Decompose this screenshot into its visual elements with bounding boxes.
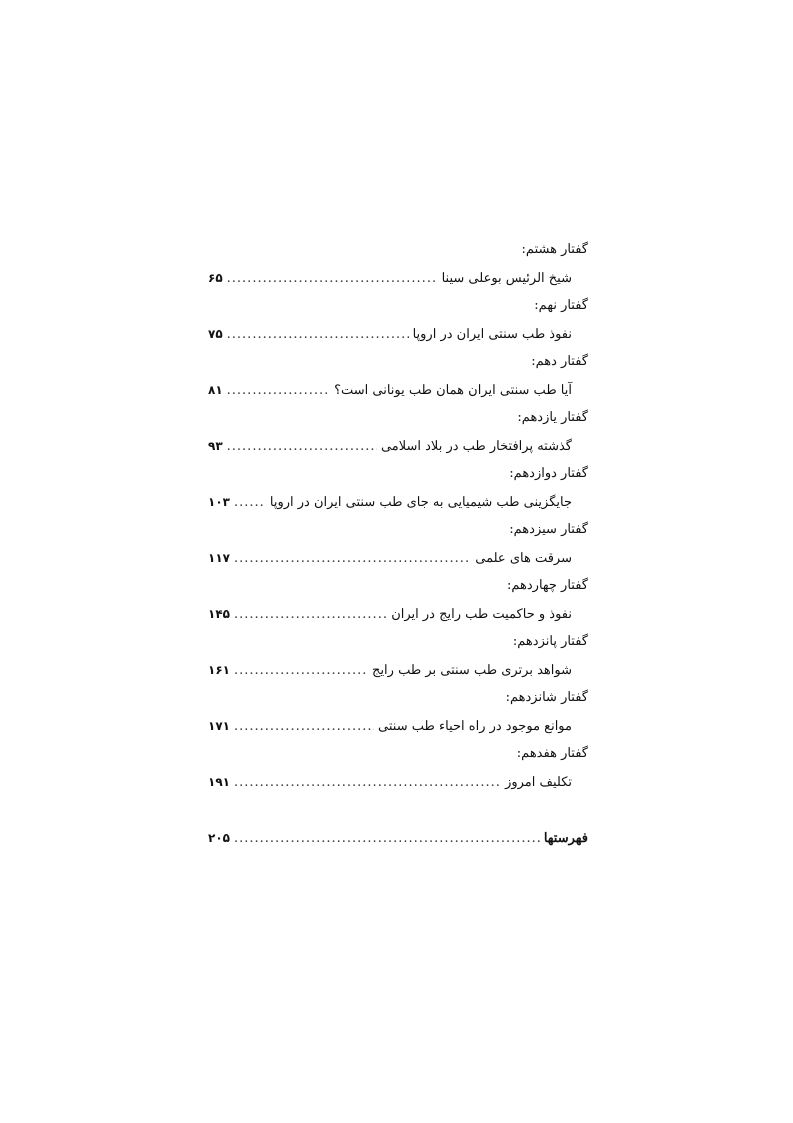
page-number: ۱۴۵	[208, 607, 230, 621]
toc-entry-appendix	[208, 824, 588, 852]
toc-entry	[208, 768, 588, 796]
chapter-heading: گفتار سیزدهم:	[509, 522, 588, 537]
chapter-heading: گفتار پانزدهم:	[512, 634, 588, 649]
dot-leader	[227, 321, 409, 349]
entry-title: نفوذ طب سنتی ایران در اروپا	[412, 327, 572, 342]
dot-leader	[234, 657, 368, 685]
toc-entry	[208, 432, 588, 460]
toc-entry	[208, 488, 588, 516]
page-number: ۹۳	[208, 439, 223, 453]
chapter-heading: گفتار نهم:	[534, 298, 588, 313]
entry-title: آیا طب سنتی ایران همان طب یونانی است؟	[334, 383, 572, 398]
entry-title: نفوذ و حاکمیت طب رایج در ایران	[391, 607, 572, 622]
entry-title: تکلیف امروز	[505, 775, 572, 790]
chapter-heading: گفتار یازدهم:	[517, 410, 588, 425]
chapter-heading: گفتار هشتم:	[521, 242, 588, 257]
page-number: ۲۰۵	[208, 831, 230, 845]
toc-entry	[208, 376, 588, 404]
entry-title: جایگزینی طب شیمیایی به جای طب سنتی ایران در اروپا	[269, 495, 572, 510]
chapter-heading: گفتار چهاردهم:	[506, 578, 588, 593]
page-number: ۷۵	[208, 327, 223, 341]
toc-entry	[208, 544, 588, 572]
dot-leader	[227, 433, 377, 461]
chapter-heading: گفتار دهم:	[531, 354, 588, 369]
dot-leader	[234, 769, 501, 797]
dot-leader	[234, 825, 540, 853]
section-spacer	[208, 796, 588, 824]
entry-title: سرقت های علمی	[475, 551, 572, 566]
page-number: ۸۱	[208, 383, 223, 397]
toc-entry	[208, 600, 588, 628]
entry-title: شیخ الرئیس بوعلی سینا	[441, 271, 572, 286]
dot-leader	[234, 713, 374, 741]
toc-entry	[208, 712, 588, 740]
toc-entry	[208, 656, 588, 684]
dot-leader	[234, 601, 387, 629]
page-number: ۱۹۱	[208, 775, 230, 789]
entry-title: موانع موجود در راه احیاء طب سنتی	[378, 719, 572, 734]
entry-title: فهرستها	[543, 831, 588, 846]
chapter-heading: گفتار هفدهم:	[516, 746, 588, 761]
dot-leader	[227, 377, 330, 405]
page-number: ۱۱۷	[208, 551, 230, 565]
page-number: ۱۰۳	[208, 495, 230, 509]
table-of-contents	[208, 236, 588, 852]
entry-title: گذشته پرافتخار طب در بلاد اسلامی	[380, 439, 572, 454]
page-number: ۱۶۱	[208, 663, 230, 677]
chapter-heading: گفتار دوازدهم:	[509, 466, 588, 481]
toc-entry	[208, 320, 588, 348]
dot-leader	[227, 265, 438, 293]
dot-leader	[234, 489, 266, 517]
dot-leader	[234, 545, 471, 573]
page-number: ۱۷۱	[208, 719, 230, 733]
page-number: ۶۵	[208, 271, 223, 285]
toc-entry	[208, 264, 588, 292]
entry-title: شواهد برتری طب سنتی بر طب رایج	[372, 663, 572, 678]
chapter-heading: گفتار شانزدهم:	[505, 690, 588, 705]
